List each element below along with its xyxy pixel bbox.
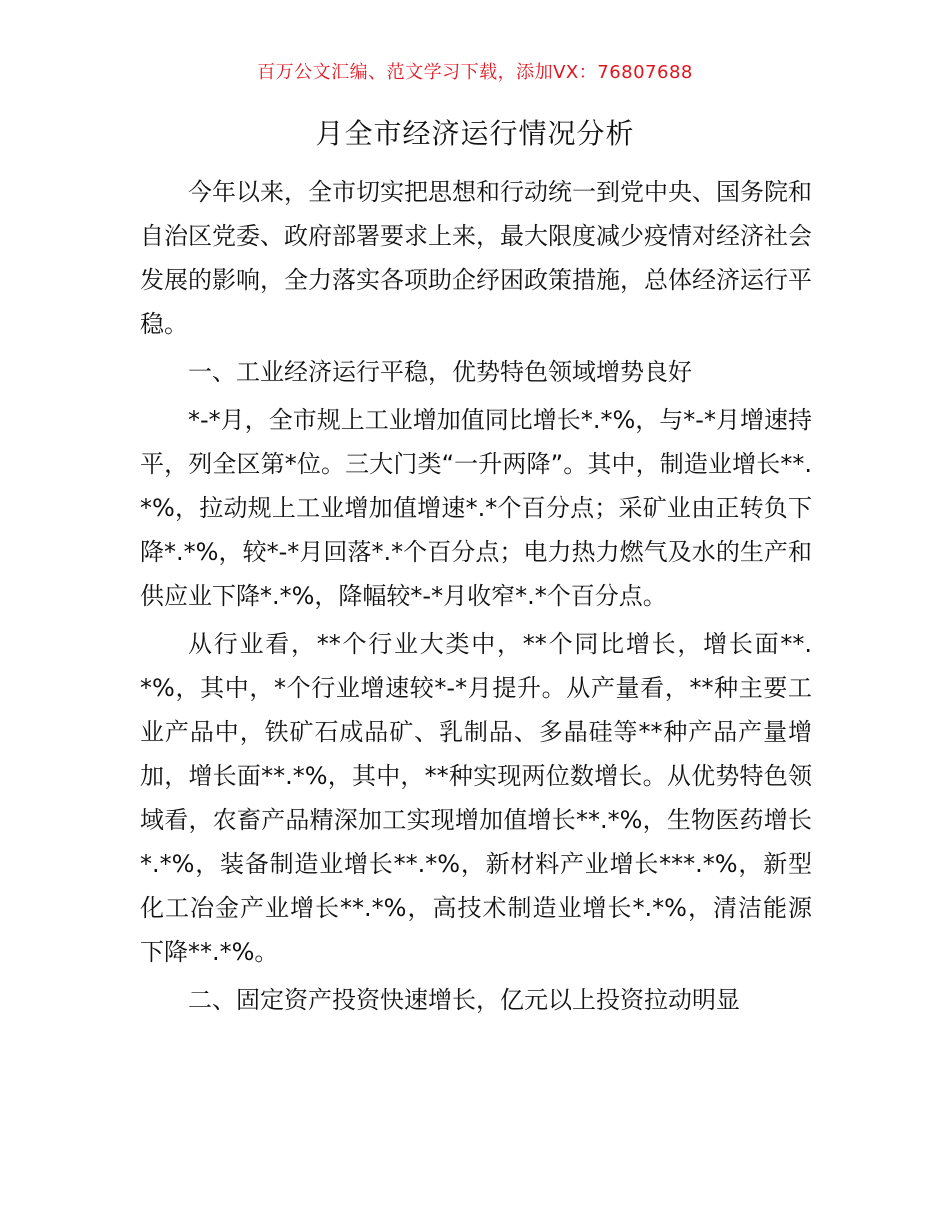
- intro-paragraph: 今年以来，全市切实把思想和行动统一到党中央、国务院和自治区党委、政府部署要求上来，最大限度减少疫情对经济社会发展的影响，全力落实各项助企纾困政策措施，总体经济运行平稳。: [140, 178, 812, 338]
- sector-paragraph: 从行业看，**个行业大类中，**个同比增长，增长面**.*%，其中，*个行业增速较*-*月提升。从产量看，**种主要工业产品中，铁矿石成品矿、乳制品、多晶硅等**种产品产量增加，增长面**.*%，其中，**种实现两位数增长。从优势特色领域看，农畜产品精深加工实现增加值增长**.*%，生物医药增长*.*%，装备制造业增长**.*%，新材料产业增长***.*%，新型化工冶金产业增长**.*%，高技术制造业增长*.*%，清洁能源下降**.*%。: [140, 630, 812, 966]
- section-heading-investment: 二、固定资产投资快速增长，亿元以上投资拉动明显: [188, 986, 740, 1014]
- section-heading-industry: 一、工业经济运行平稳，优势特色领域增势良好: [188, 358, 692, 386]
- industry-paragraph: *-*月，全市规上工业增加值同比增长*.*%，与*-*月增速持平，列全区第*位。三大门类“一升两降”。其中，制造业增长**.*%，拉动规上工业增加值增速*.*个百分点；采矿业由正转负下降*.*%，较*-*月回落*.*个百分点；电力热力燃气及水的生产和供应业下降*.*%，降幅较*-*月收窄*.*个百分点。: [140, 406, 812, 610]
- document-title: 月全市经济运行情况分析: [315, 117, 635, 150]
- document-body: [140, 170, 812, 1022]
- watermark-banner: 百万公文汇编、范文学习下载，添加VX：76807688: [257, 62, 693, 83]
